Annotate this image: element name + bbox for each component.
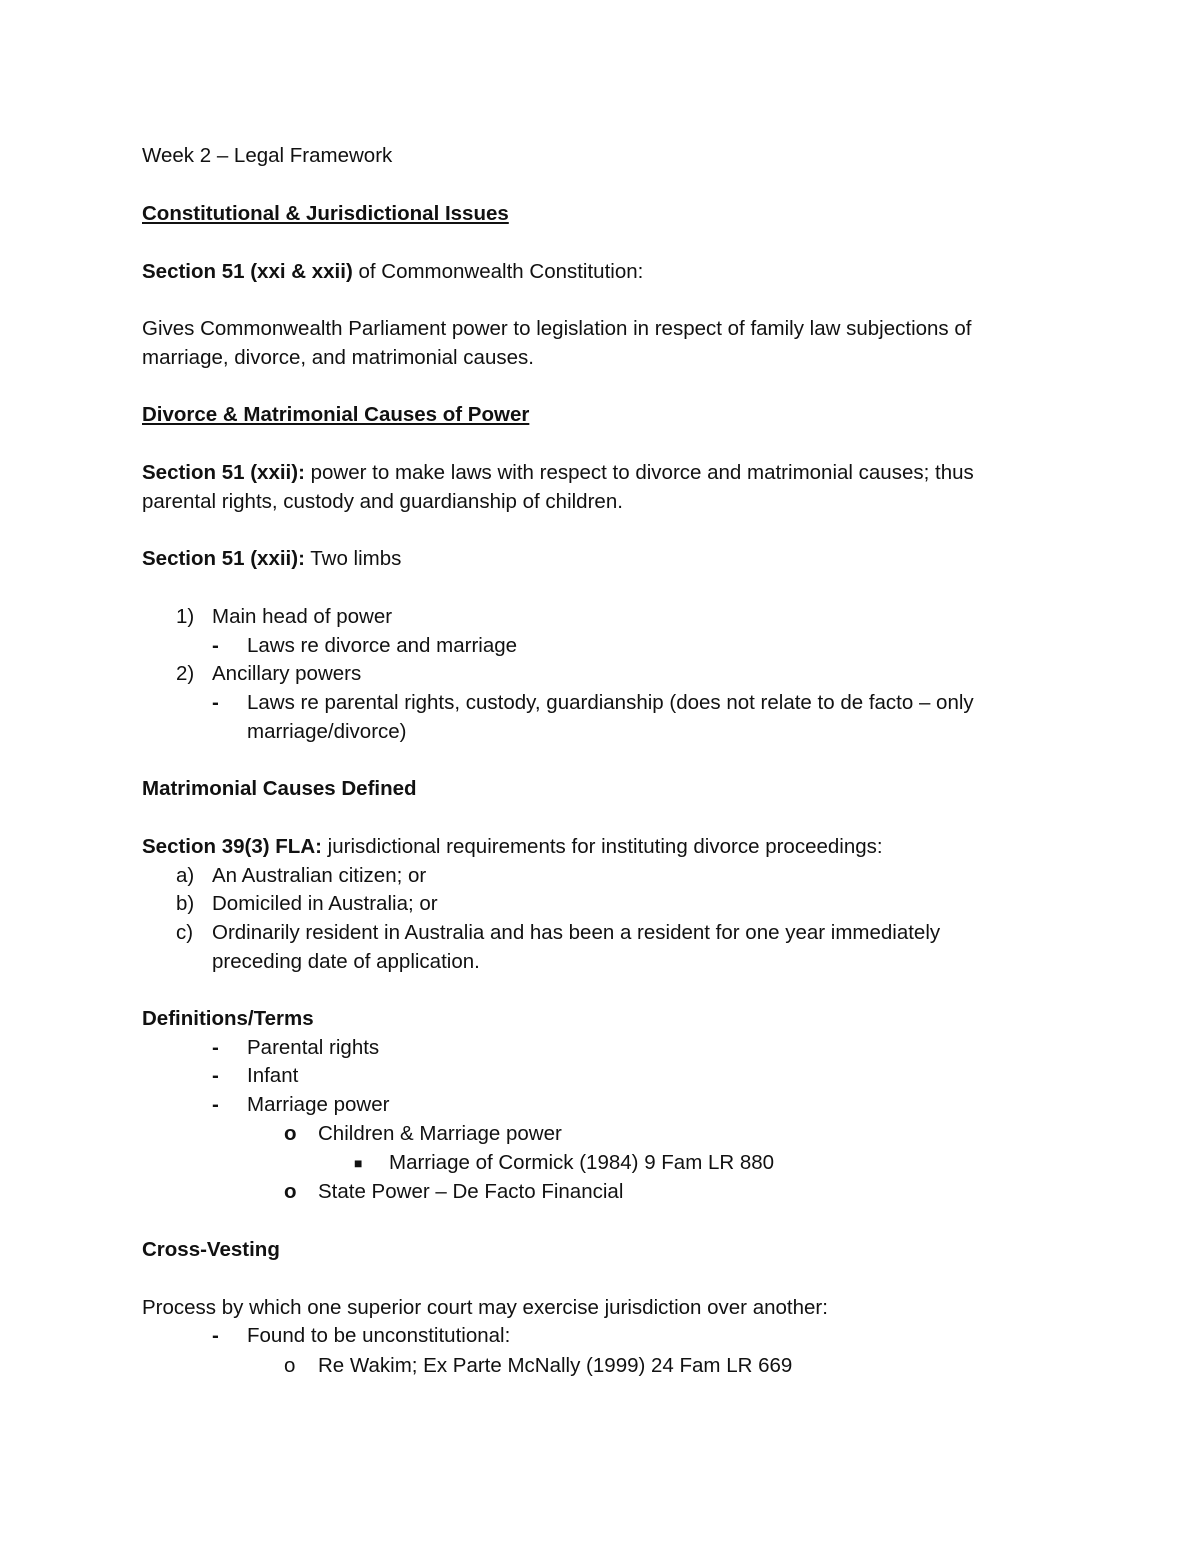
section-51-xxii [142, 459, 974, 487]
dash-bullet: - [212, 634, 219, 657]
list-item: Laws re divorce and marriage [247, 634, 518, 657]
list-item: Marriage power [247, 1093, 390, 1116]
heading-cross-vesting: Cross-Vesting [142, 1238, 280, 1261]
list-item: Main head of power [212, 605, 393, 628]
list-item-continued: preceding date of application. [212, 950, 480, 973]
section-text: Two limbs [304, 547, 402, 570]
section-ref: Section 51 (xxii): [142, 461, 305, 484]
dash-bullet: - [212, 1324, 219, 1347]
heading-divorce: Divorce & Matrimonial Causes of Power [142, 403, 530, 426]
paragraph-line: Gives Commonwealth Parliament power to legislation in respect of family law subjections of [142, 317, 972, 340]
paragraph-line: Process by which one superior court may exercise jurisdiction over another: [142, 1296, 828, 1319]
section-51-intro [142, 258, 643, 286]
list-item: Parental rights [247, 1036, 380, 1059]
list-item: Infant [247, 1064, 299, 1087]
section-ref: Section 51 (xxii): [142, 547, 305, 570]
list-item-continued: marriage/divorce) [247, 720, 407, 743]
case-citation: Marriage of Cormick (1984) 9 Fam LR 880 [389, 1151, 775, 1174]
circle-bullet: o [284, 1180, 297, 1203]
dash-bullet: - [212, 1064, 219, 1087]
heading-matrimonial: Matrimonial Causes Defined [142, 777, 417, 800]
list-item: Children & Marriage power [318, 1122, 562, 1145]
dash-bullet: - [212, 1093, 219, 1116]
list-item: Ordinarily resident in Australia and has been a resident for one year immediately [212, 921, 941, 944]
section-ref: Section 39(3) FLA: [142, 835, 322, 858]
heading-constitutional: Constitutional & Jurisdictional Issues [142, 202, 509, 225]
list-item: An Australian citizen; or [212, 864, 427, 887]
list-letter: a) [176, 864, 195, 887]
circle-bullet: o [284, 1122, 297, 1145]
list-item: Laws re parental rights, custody, guardianship (does not relate to de facto – only [247, 691, 974, 714]
heading-definitions: Definitions/Terms [142, 1007, 314, 1030]
list-number: 2) [176, 662, 195, 685]
section-51-limbs [142, 545, 401, 573]
list-letter: c) [176, 921, 194, 944]
section-text: of Commonwealth Constitution: [352, 260, 644, 283]
section-text: power to make laws with respect to divorce and matrimonial causes; thus [304, 461, 974, 484]
list-item: Domiciled in Australia; or [212, 892, 438, 915]
paragraph-line: parental rights, custody and guardianship of children. [142, 490, 623, 513]
list-number: 1) [176, 605, 195, 628]
dash-bullet: - [212, 1036, 219, 1059]
list-letter: b) [176, 892, 195, 915]
section-ref: Section 51 (xxi & xxii) [142, 260, 353, 283]
square-bullet: ■ [354, 1155, 363, 1171]
circle-bullet: o [284, 1354, 296, 1377]
page-title: Week 2 – Legal Framework [142, 144, 393, 167]
list-item: Found to be unconstitutional: [247, 1324, 511, 1347]
dash-bullet: - [212, 691, 219, 714]
list-item: State Power – De Facto Financial [318, 1180, 624, 1203]
section-39 [142, 833, 883, 861]
list-item: Ancillary powers [212, 662, 362, 685]
paragraph-line: marriage, divorce, and matrimonial causes. [142, 346, 534, 369]
case-citation: Re Wakim; Ex Parte McNally (1999) 24 Fam LR 669 [318, 1354, 793, 1377]
section-text: jurisdictional requirements for instituting divorce proceedings: [321, 835, 883, 858]
